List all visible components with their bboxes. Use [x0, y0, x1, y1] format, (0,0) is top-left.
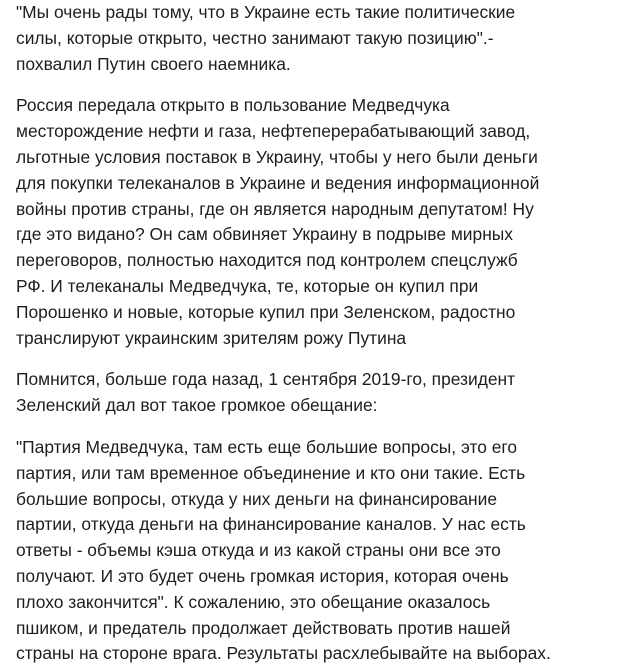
post-paragraph-putin-quote: "Мы очень рады тому, что в Украине есть такие политические силы, которые открыто, честно занимают такую позицию".- похвалил Путин своего наемника. — [16, 2, 516, 74]
post-paragraph-zelensky-quote: "Партия Медведчука, там есть еще большие вопросы, это его партия, или там временное объединение и кто они такие. Есть большие вопросы, откуда у них деньги на финансирование партии, откуда деньги на финансирование каналов. У нас есть ответы - объемы кэша откуда и из какой страны они все это получают. И это будет очень громкая история, которая очень плохо закончится". К сожалению, это обещание оказалось пшиком, и предатель продолжает действовать против нашей страны на стороне врага. Результаты расхлебывайте на выборах. — [16, 436, 551, 664]
post-paragraph-zelensky-promise-intro: Помнится, больше года назад, 1 сентября 2019-го, президент Зеленский дал вот такое громкое обещание: — [16, 369, 516, 416]
post-paragraph-russia-oil: Россия передала открыто в пользование Медведчука месторождение нефти и газа, нефтеперерабатывающий завод, льготные условия поставок в Украину, чтобы у него были деньги для покупки телеканалов в Украине и ведения информационной войны против страны, где он является народным депутатом! Ну где это видано? Он сам обвиняет Украину в подрыве мирных переговоров, полностью находится под контролем спецслужб РФ. И телеканалы Медведчука, те, которые он купил при Порошенко и новые, которые купил при Зеленском, радостно транслируют украинским зрителям рожу Путина — [16, 95, 540, 348]
post-text — [16, 0, 616, 667]
